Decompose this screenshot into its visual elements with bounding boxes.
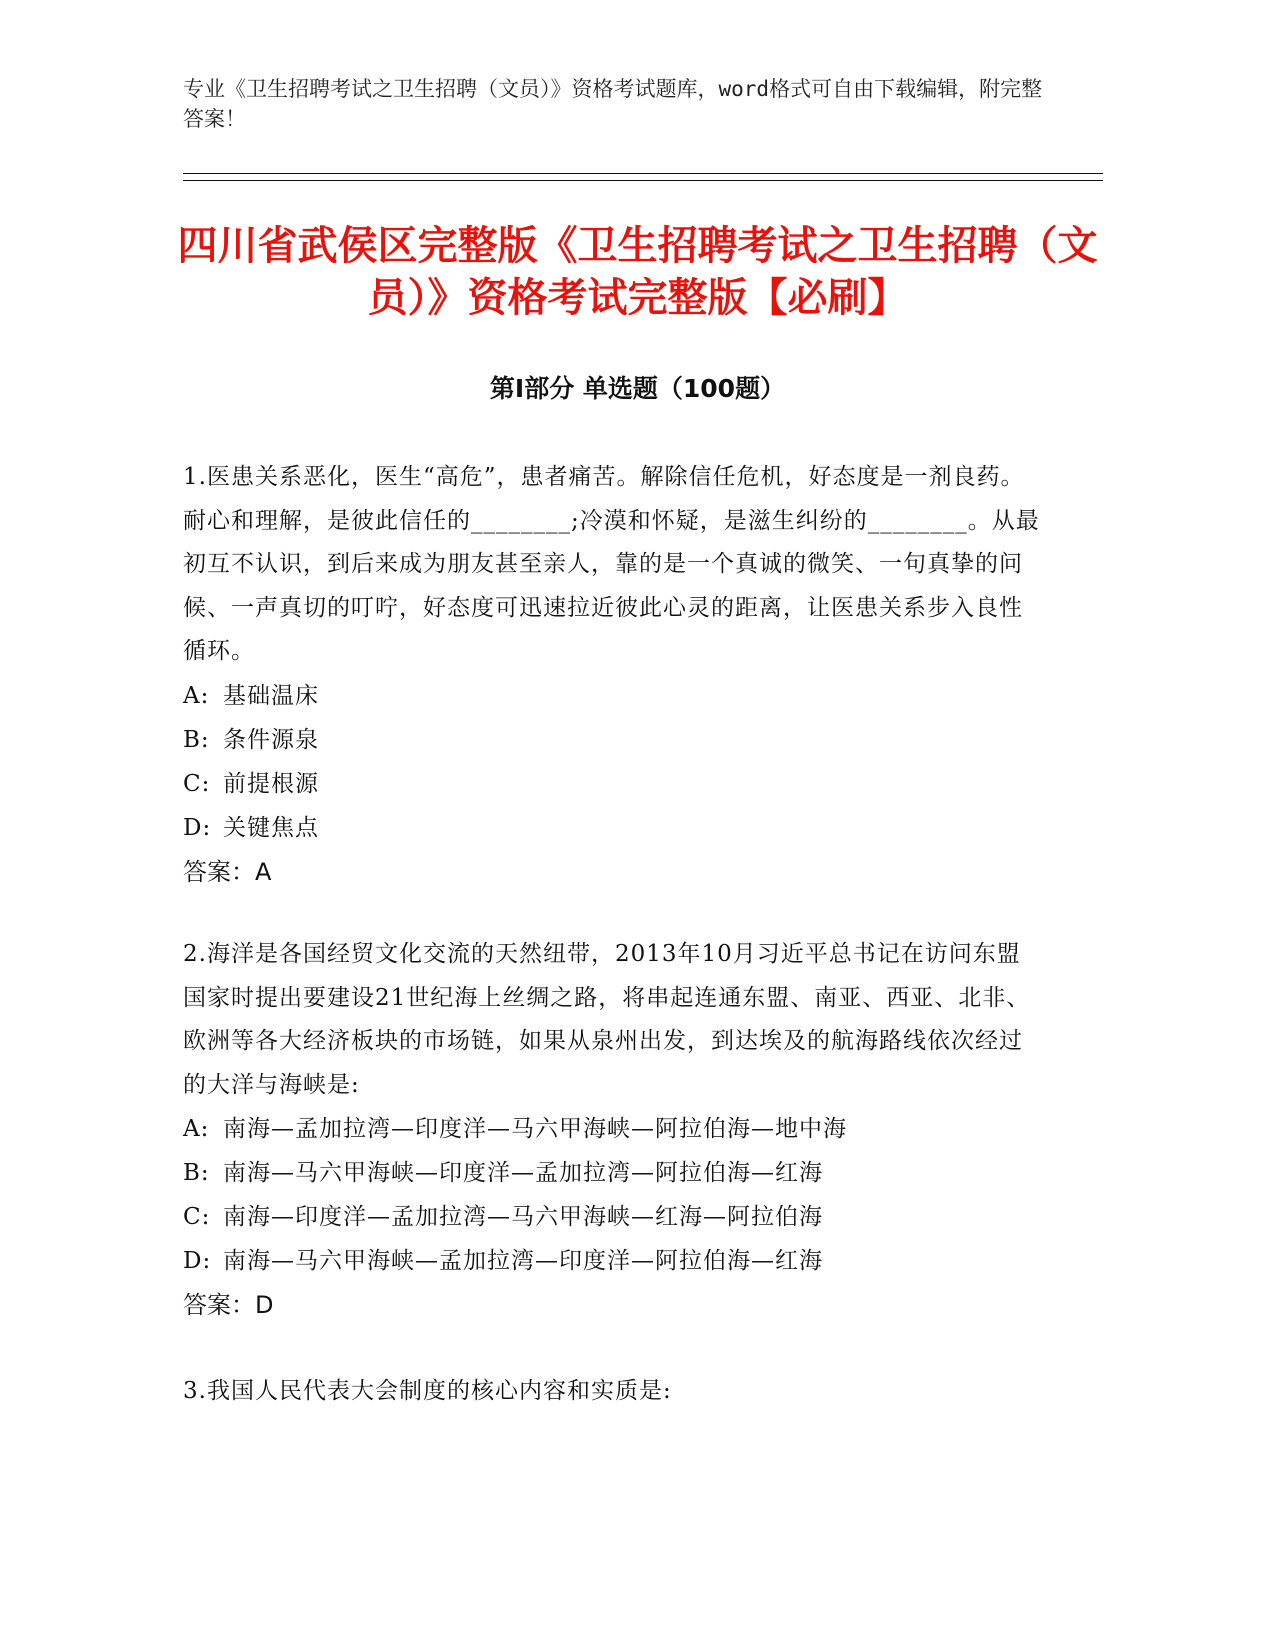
option-text: 条件源泉 xyxy=(223,726,319,753)
answer: 答案：D xyxy=(183,1291,274,1319)
question-1 xyxy=(183,456,1043,894)
question-stem: 3.我国人民代表大会制度的核心内容和实质是: xyxy=(183,1378,672,1404)
option-d xyxy=(183,1239,1043,1283)
option-label: D: xyxy=(183,1248,212,1274)
option-c xyxy=(183,762,1043,806)
question-2 xyxy=(183,933,1043,1327)
option-a xyxy=(183,674,1043,718)
option-label: A: xyxy=(183,682,210,709)
option-label: B: xyxy=(183,726,210,753)
header-divider-top xyxy=(183,173,1103,174)
option-text: 前提根源 xyxy=(223,770,319,797)
option-label: C: xyxy=(183,770,211,797)
option-text: 南海—印度洋—孟加拉湾—马六甲海峡—红海—阿拉伯海 xyxy=(223,1204,823,1230)
header-note: 专业《卫生招聘考试之卫生招聘（文员）》资格考试题库，word格式可自由下载编辑，附完整答案！ xyxy=(183,77,1043,131)
option-d xyxy=(183,806,1043,850)
answer: 答案：A xyxy=(183,857,272,886)
option-label: C: xyxy=(183,1204,211,1230)
option-text: 南海—孟加拉湾—印度洋—马六甲海峡—阿拉伯海—地中海 xyxy=(223,1116,847,1142)
option-label: D: xyxy=(183,814,212,841)
section-title: 第Ⅰ部分 单选题（100题） xyxy=(489,374,786,403)
question-3 xyxy=(183,1370,1043,1414)
option-b xyxy=(183,1151,1043,1195)
option-label: A: xyxy=(183,1116,210,1142)
question-stem: 1.医患关系恶化，医生“高危”，患者痛苦。解除信任危机，好态度是一剂良药。耐心和理解，是彼此信任的________;冷漠和怀疑，是滋生纠纷的________。从最初互不认识，到后来成为朋友甚至亲人，靠的是一个真诚的微笑、一句真挚的问候、一声真切的叮咛，好态度可迅速拉近彼此心灵的距离，让医患关系步入良性循环。 xyxy=(183,464,1040,664)
option-label: B: xyxy=(183,1160,210,1186)
option-text: 南海—马六甲海峡—印度洋—孟加拉湾—阿拉伯海—红海 xyxy=(223,1160,823,1186)
option-text: 基础温床 xyxy=(223,682,319,709)
option-text: 关键焦点 xyxy=(223,814,319,841)
question-stem: 2.海洋是各国经贸文化交流的天然纽带，2013年10月习近平总书记在访问东盟国家时提出要建设21世纪海上丝绸之路，将串起连通东盟、南亚、西亚、北非、欧洲等各大经济板块的市场链，如果从泉州出发，到达埃及的航海路线依次经过的大洋与海峡是: xyxy=(183,941,1031,1098)
option-text: 南海—马六甲海峡—孟加拉湾—印度洋—阿拉伯海—红海 xyxy=(223,1248,823,1274)
option-c xyxy=(183,1195,1043,1239)
option-a xyxy=(183,1107,1043,1151)
document-title: 四川省武侯区完整版《卫生招聘考试之卫生招聘（文员）》资格考试完整版【必刷】 xyxy=(177,223,1098,321)
header-divider-bottom xyxy=(183,180,1103,181)
option-b xyxy=(183,718,1043,762)
